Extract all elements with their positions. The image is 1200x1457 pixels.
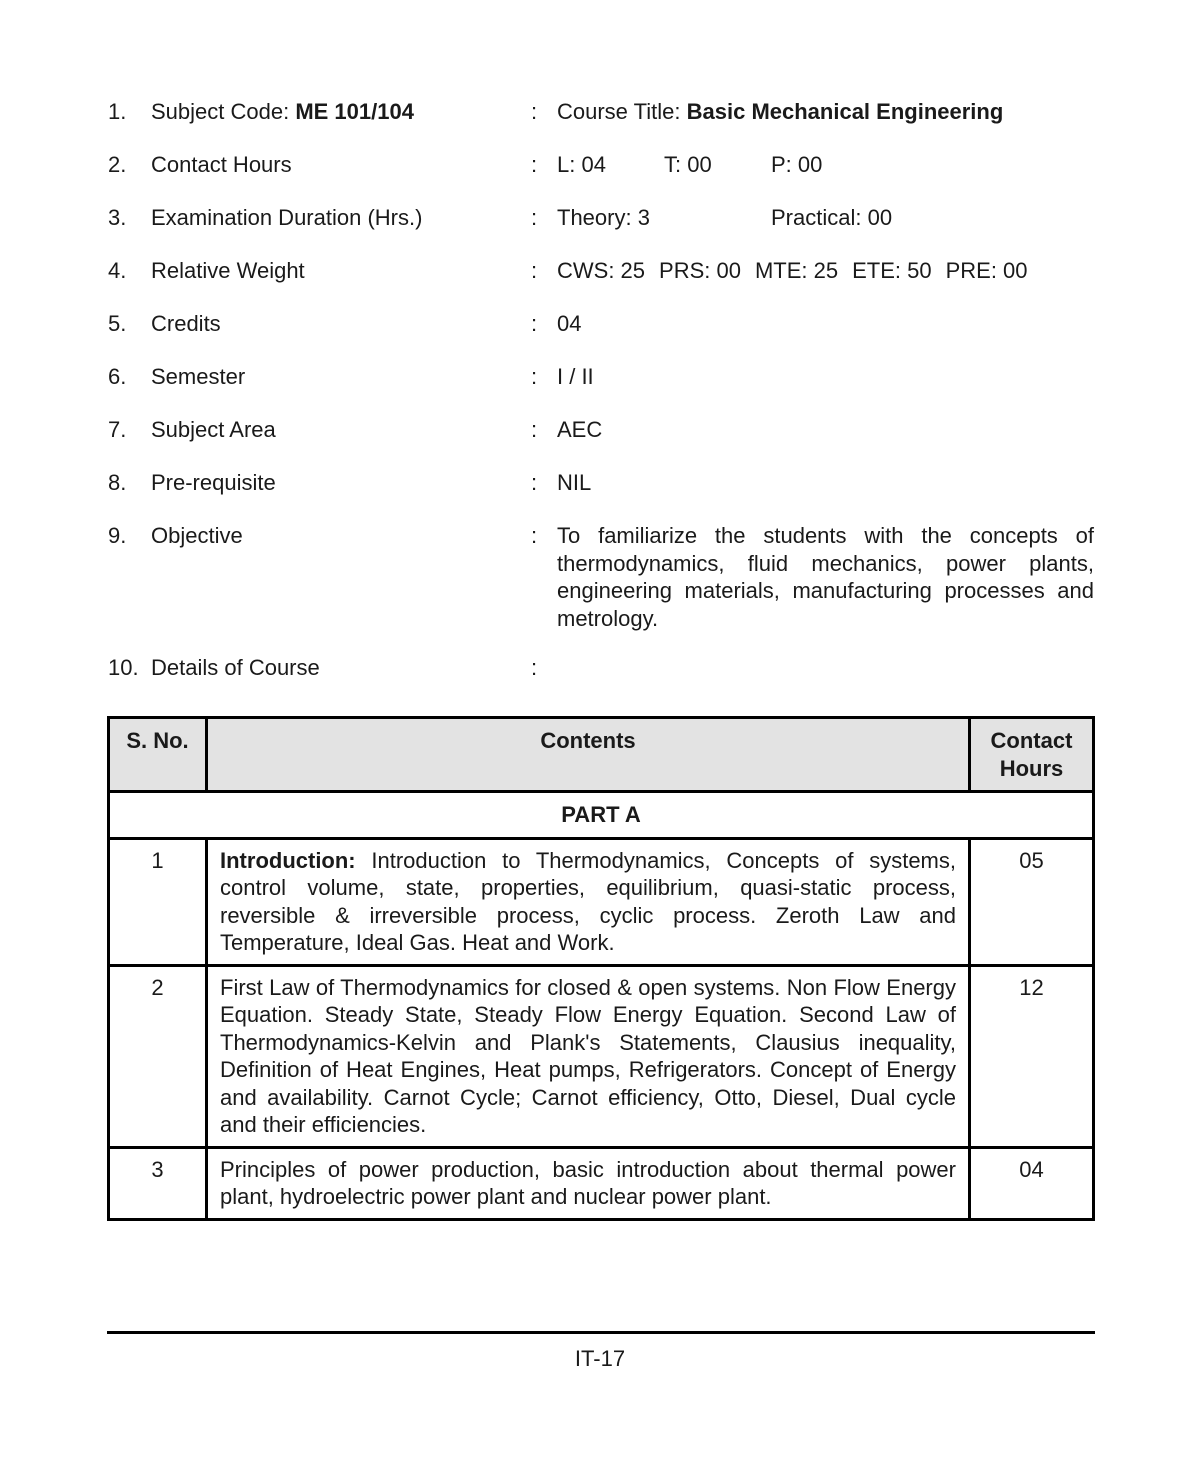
row-number: 6. — [108, 364, 127, 389]
part-row — [109, 792, 1094, 839]
info-row-objective — [108, 519, 1094, 632]
contact-hours-header: Contact Hours — [970, 718, 1094, 792]
practical-duration: Practical: 00 — [771, 205, 893, 230]
colon: : — [531, 258, 538, 283]
course-info — [108, 95, 1094, 704]
footer-divider — [107, 1331, 1095, 1334]
table-header-row — [109, 718, 1094, 792]
sno-header: S. No. — [109, 718, 207, 792]
row-hours: 05 — [970, 838, 1094, 965]
semester-label: Semester — [151, 364, 246, 389]
info-row-contact-hours — [108, 148, 1094, 201]
objective-value: To familiarize the students with the concepts of thermodynamics, fluid mechanics, power plants, engineering materials, manufacturing processes and metrology. — [557, 523, 1094, 631]
details-of-course-label: Details of Course — [151, 655, 320, 680]
info-row-details-of-course — [108, 651, 1094, 704]
contact-hours-value — [557, 148, 1094, 182]
info-row-subject-code — [108, 95, 1094, 148]
colon: : — [531, 152, 538, 177]
row-hours: 04 — [970, 1147, 1094, 1219]
objective-label: Objective — [151, 523, 243, 548]
colon: : — [531, 311, 538, 336]
cws-weight: CWS: 25 — [557, 258, 646, 283]
lecture-hours: L: 04 — [557, 152, 606, 177]
contact-hours-label: Contact Hours — [151, 152, 292, 177]
subject-area-label: Subject Area — [151, 417, 276, 442]
page-number: IT-17 — [574, 1346, 626, 1371]
colon: : — [531, 364, 538, 389]
row-number: 1. — [108, 99, 127, 124]
theory-duration: Theory: 3 — [557, 205, 650, 230]
part-a-label: PART A — [109, 792, 1094, 839]
subject-code-value: ME 101/104 — [295, 99, 414, 124]
row-number: 4. — [108, 258, 127, 283]
contents-header: Contents — [207, 718, 970, 792]
row-number: 8. — [108, 470, 127, 495]
course-details-table — [107, 716, 1095, 1221]
row-contents: Principles of power production, basic introduction about thermal power plant, hydroelectric power plant and nuclear power plant. — [207, 1147, 970, 1219]
table-row — [109, 838, 1094, 965]
row-number: 5. — [108, 311, 127, 336]
row-contents: First Law of Thermodynamics for closed & open systems. Non Flow Energy Equation. Steady State, Steady Flow Energy Equation. Second Law of Thermodynamics-Kelvin and Plank's Statements, Clausius inequality, Definition of Heat Engines, Heat pumps, Refrigerators. Concept of Energy and availability. Carnot Cycle; Carnot efficiency, Otto, Diesel, Dual cycle and their efficiencies. — [207, 965, 970, 1147]
row-number: 9. — [108, 523, 127, 548]
relative-weight-value — [557, 254, 1094, 288]
row-hours: 12 — [970, 965, 1094, 1147]
info-row-prerequisite — [108, 466, 1094, 519]
colon: : — [531, 655, 538, 680]
semester-value: I / II — [557, 364, 594, 389]
row-sno: 1 — [109, 838, 207, 965]
exam-duration-value — [557, 201, 1094, 235]
prerequisite-label: Pre-requisite — [151, 470, 276, 495]
pre-weight: PRE: 00 — [945, 258, 1028, 283]
colon: : — [531, 523, 538, 548]
relative-weight-label: Relative Weight — [151, 258, 305, 283]
table-row — [109, 1147, 1094, 1219]
colon: : — [531, 205, 538, 230]
practical-hours: P: 00 — [771, 152, 823, 177]
row-number: 2. — [108, 152, 127, 177]
tutorial-hours: T: 00 — [664, 152, 712, 177]
row-text: Introduction to Thermodynamics, Concepts of systems, control volume, state, properties, equilibrium, quasi-static process, reversible & irreversible process, cyclic process. Zeroth Law and Temperature, Ideal Gas. Heat and Work. — [220, 847, 956, 955]
colon: : — [531, 470, 538, 495]
subject-area-value: AEC — [557, 417, 603, 442]
row-lead: Introduction: — [220, 847, 356, 873]
prerequisite-value: NIL — [557, 470, 592, 495]
row-number: 3. — [108, 205, 127, 230]
info-row-semester — [108, 360, 1094, 413]
credits-label: Credits — [151, 311, 221, 336]
row-contents — [207, 838, 970, 965]
colon: : — [531, 417, 538, 442]
row-number: 7. — [108, 417, 127, 442]
course-title: Course Title: Basic Mechanical Engineering — [557, 95, 1094, 129]
prs-weight: PRS: 00 — [659, 258, 741, 283]
row-number: 10. — [108, 655, 139, 680]
colon: : — [531, 99, 538, 124]
course-title-value: Basic Mechanical Engineering — [686, 99, 1004, 124]
info-row-subject-area — [108, 413, 1094, 466]
mte-weight: MTE: 25 — [754, 258, 839, 283]
table-row — [109, 965, 1094, 1147]
credits-value: 04 — [557, 311, 582, 336]
info-row-relative-weight — [108, 254, 1094, 307]
info-row-credits — [108, 307, 1094, 360]
exam-duration-label: Examination Duration (Hrs.) — [151, 205, 423, 230]
row-sno: 3 — [109, 1147, 207, 1219]
ete-weight: ETE: 50 — [852, 258, 932, 283]
subject-code-label: Subject Code: ME 101/104 — [151, 99, 414, 124]
row-sno: 2 — [109, 965, 207, 1147]
info-row-exam-duration — [108, 201, 1094, 254]
